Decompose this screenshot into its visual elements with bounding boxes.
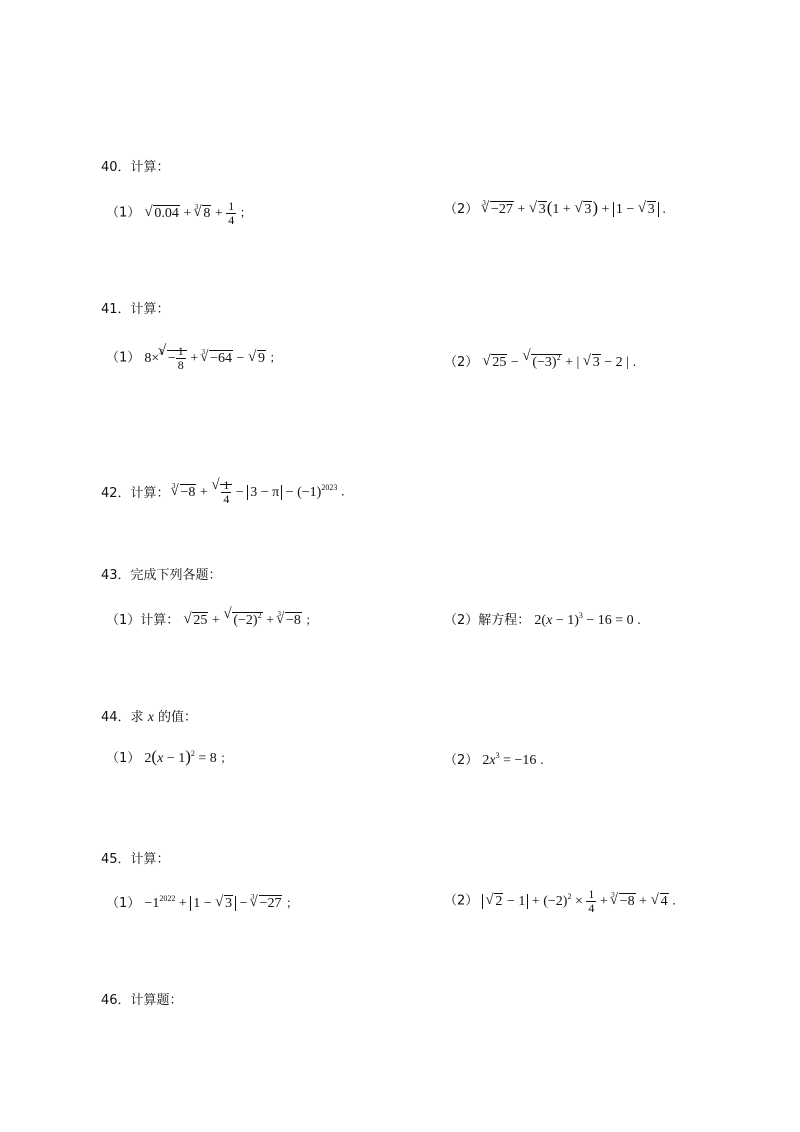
question-44-part-2: （2） $2x^3 = -16$ . — [444, 751, 544, 768]
question-45-part-1: $(1) -1^{2022} + 1$ − √ 3 − $^3$√ −27 ； — [106, 891, 298, 913]
math-expression: √ 25 + √ $(-2)^2 + ^3√ -8$ — [183, 613, 305, 628]
part-label: （2） — [444, 753, 479, 768]
question-42-heading: 42．计算： — [101, 486, 170, 501]
math-expression: √ $2 - 1 + (-2)^2$ × $\frac{1}{4}$ + $^3$√ −8 + √ 4 — [482, 894, 672, 909]
math-expression: 8×$^3$√ − $\frac{1}{8}$ + $^3$√ −64 − √ 9 — [144, 351, 269, 366]
question-40-heading: 40．计算： — [101, 160, 170, 175]
part-label: （1） — [106, 205, 141, 221]
question-43-part-1: （1）计算： √ 25 + √ $(-2)^2 + ^3√ -8$ ； — [106, 608, 317, 630]
question-45-part-2: （2） √ $2 - 1 + (-2)^2$ × $\frac{1}{4}$ + $^3$√ −8 + √ 4 . — [444, 888, 676, 915]
part-label: （1） — [106, 896, 141, 911]
question-44-heading: 44．求 x 的值： — [101, 710, 198, 725]
question-41-heading: 41．计算： — [101, 302, 170, 317]
math-expression: $2(x - 1)^3 - 16 = 0$ — [534, 611, 638, 628]
part-label: （1） — [106, 350, 141, 366]
math-expression: $-1^{2022} + 1$ − √ 3 − $^3$√ −27 — [144, 896, 286, 911]
question-41-part-2: （2） √ 25 − √ $(-3)^2$ + | √ 3 − 2 | . — [444, 350, 636, 371]
part-label: （2）解方程： — [444, 613, 531, 628]
math-expression: √ 25 − √ $(-3)^2$ + | √ 3 − 2 | — [482, 355, 632, 370]
question-43-part-2: （2）解方程： $2(x - 1)^3 - 16 = 0$ . — [444, 611, 641, 628]
math-expression: $^3$√ −27 + √ 3(1 + √ 3) + 1 − √ 3 — [482, 202, 662, 217]
part-label: （2） — [444, 202, 479, 217]
part-label: （1）计算： — [106, 613, 180, 628]
math-expression: $2(x - 1)^2 = 8$ — [144, 747, 221, 766]
question-40-part-2: （2） $^3$√ −27 + √ 3(1 + √ 3) + 1 − √ 3 . — [444, 200, 666, 219]
question-40-part-1: （1） √ 0.04 + $^3$√ 8 + $\frac{1}{4}$ ； — [106, 200, 252, 227]
question-43-heading: 43．完成下列各题： — [101, 568, 222, 583]
question-44-part-1: （1） $2(x - 1)^2 = 8$ ； — [106, 747, 233, 766]
question-41-part-1: （1） 8×$^3$√ − $\frac{1}{8}$ + $^3$√ −64 − √ 9 ； — [106, 345, 281, 372]
question-42-expression: $^3$√ −8 + √ $\frac{1}{4}$ − $3 - \pi - (-1)^{2023}$ . — [172, 479, 345, 506]
math-expression: $2x^3 = -16$ — [482, 751, 540, 768]
part-label: （1） — [106, 751, 141, 766]
question-45-heading: 45．计算： — [101, 852, 170, 867]
math-expression: √ 0.04 + $^3$√ 8 + $\frac{1}{4}$ — [144, 206, 239, 221]
part-label: （2） — [444, 355, 479, 370]
part-label: （2） — [444, 893, 479, 909]
question-46-heading: 46．计算题： — [101, 993, 183, 1008]
math-expression: $^3$√ −8 + √ $\frac{1}{4}$ − $3 - \pi - (-1)^{2023}$ — [172, 485, 341, 500]
